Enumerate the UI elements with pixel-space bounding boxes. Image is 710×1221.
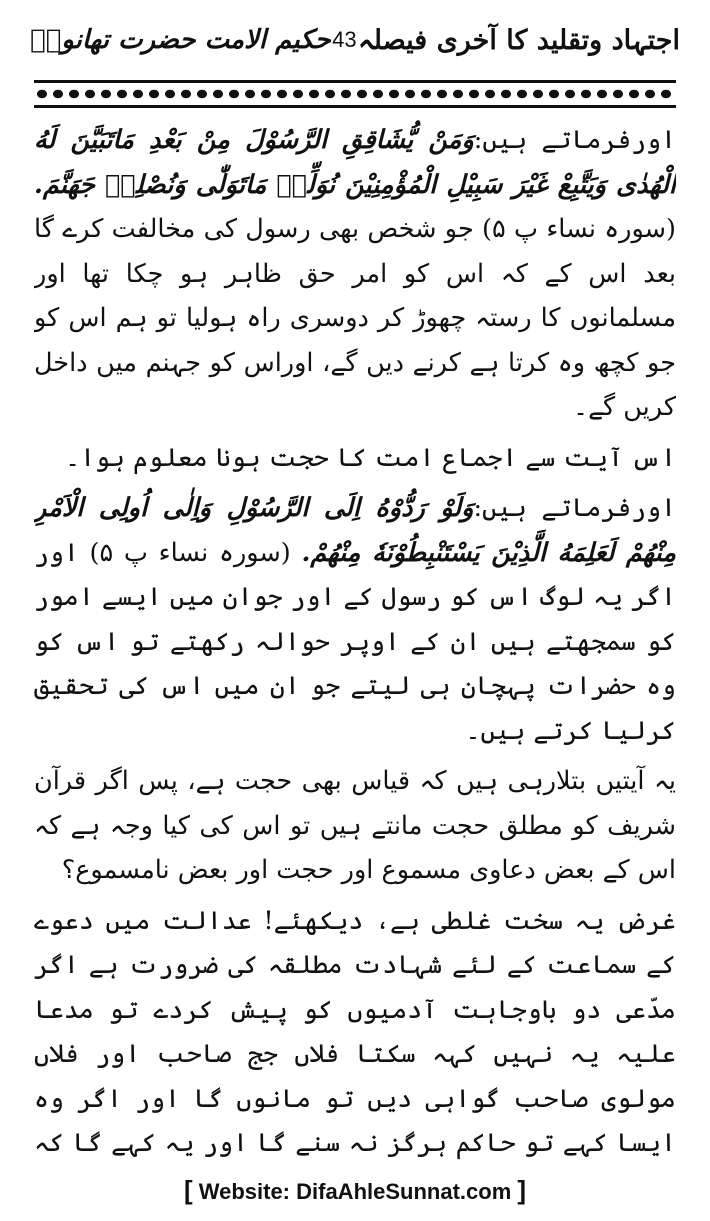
page-body bbox=[34, 118, 676, 1163]
paragraph-2: اس آیت سے اجماع امت کا حجت ہونا معلوم ہوا۔ bbox=[65, 442, 676, 473]
paragraph-3-intro: اورفرماتے ہیں: bbox=[473, 493, 676, 523]
paragraph-5: غرض یہ سخت غلطی ہے، دیکھئے! عدالت میں دعوے کے سماعت کے لئے شہادت مطلقہ کی ضرورت ہے اگر مدّعی دو باوجاہت آدمیوں کو پیش کردے تو مدعا علیہ یہ نہیں کہہ سکتا فلاں جج صاحب اور فلاں مولوی صاحب گواہی دیں تو مانوں گا اور اگر وہ ایسا کہے تو حاکم ہرگز نہ سنے گا اور یہ کہے گا کہ bbox=[34, 905, 676, 1158]
quran-verse-1: وَمَنْ يُّشَاقِقِ الرَّسُوْلَ مِنْ بَعْدِ مَاتَبَيَّنَ لَهُ الْهُدٰى وَيَتَّبِعْ غَيْرَ سَبِيْلِ الْمُؤْمِنِيْنَ نُوَلِّهٖ مَاتَوَلّٰى وَنُصْلِهٖ جَهَنَّمَ. bbox=[34, 125, 676, 200]
rule-line-top bbox=[34, 80, 676, 83]
diamond-border bbox=[34, 86, 676, 102]
footer-open-bracket: [ bbox=[183, 1175, 193, 1205]
rule-line-bottom bbox=[34, 105, 676, 108]
page-header bbox=[30, 14, 680, 66]
paragraph-1 bbox=[34, 118, 676, 430]
paragraph-4: یہ آیتیں بتلارہی ہیں کہ قیاس بھی حجت ہے، پس اگر قرآن شریف کو مطلق حجت مانتے ہیں تو اس کی کیا وجہ ہے کہ اس کے بعض دعاوی مسموع اور حجت اور بعض نامسموع؟ bbox=[34, 766, 676, 885]
paragraph-1-text: (سورہ نساء پ ۵) جو شخص بھی رسول کی مخالفت کرے گا بعد اس کے کہ اس کو امر حق ظاہر ہو چکا تھا اور مسلمانوں کا رستہ چھوڑ کر دوسری راہ ہولیا تو ہم اس کو جو کچھ وہ کرتا ہے کرنے دیں گے، اوراس کو جہنم میں داخل کریں گے۔ bbox=[34, 214, 676, 422]
paragraph-3-text: (سورہ نساء پ ۵) اور اگر یہ لوگ اس کو رسول کے اور جوان میں ایسے امور کو سمجھتے ہیں ان کے اوپر حوالہ رکھتے تو اس کو وہ حضرات پہچان ہی لیتے جو ان میں اس کی تحقیق کرلیا کرتے ہیں۔ bbox=[34, 537, 676, 746]
quran-verse-2: وَلَوْ رَدُّوْهُ اِلَى الرَّسُوْلِ وَاِلٰى اُولِى الْاَمْرِ مِنْهُمْ لَعَلِمَهُ الَّذِيْنَ يَسْتَنْبِطُوْنَهٗ مِنْهُمْ. bbox=[34, 493, 676, 568]
author-title: حکیم الامت حضرت تھانویؒ bbox=[30, 25, 331, 55]
header-ornamental-rule bbox=[34, 80, 676, 108]
website-label: Website: DifaAhleSunnat.com bbox=[198, 1179, 512, 1204]
paragraph-3 bbox=[34, 486, 676, 753]
page-number: 43 bbox=[332, 27, 357, 52]
book-title: اجتہاد وتقلید کا آخری فیصلہ bbox=[357, 24, 680, 56]
page-footer bbox=[0, 1175, 710, 1211]
paragraph-1-intro: اورفرماتے ہیں: bbox=[473, 125, 676, 155]
footer-close-bracket: ] bbox=[517, 1175, 527, 1205]
